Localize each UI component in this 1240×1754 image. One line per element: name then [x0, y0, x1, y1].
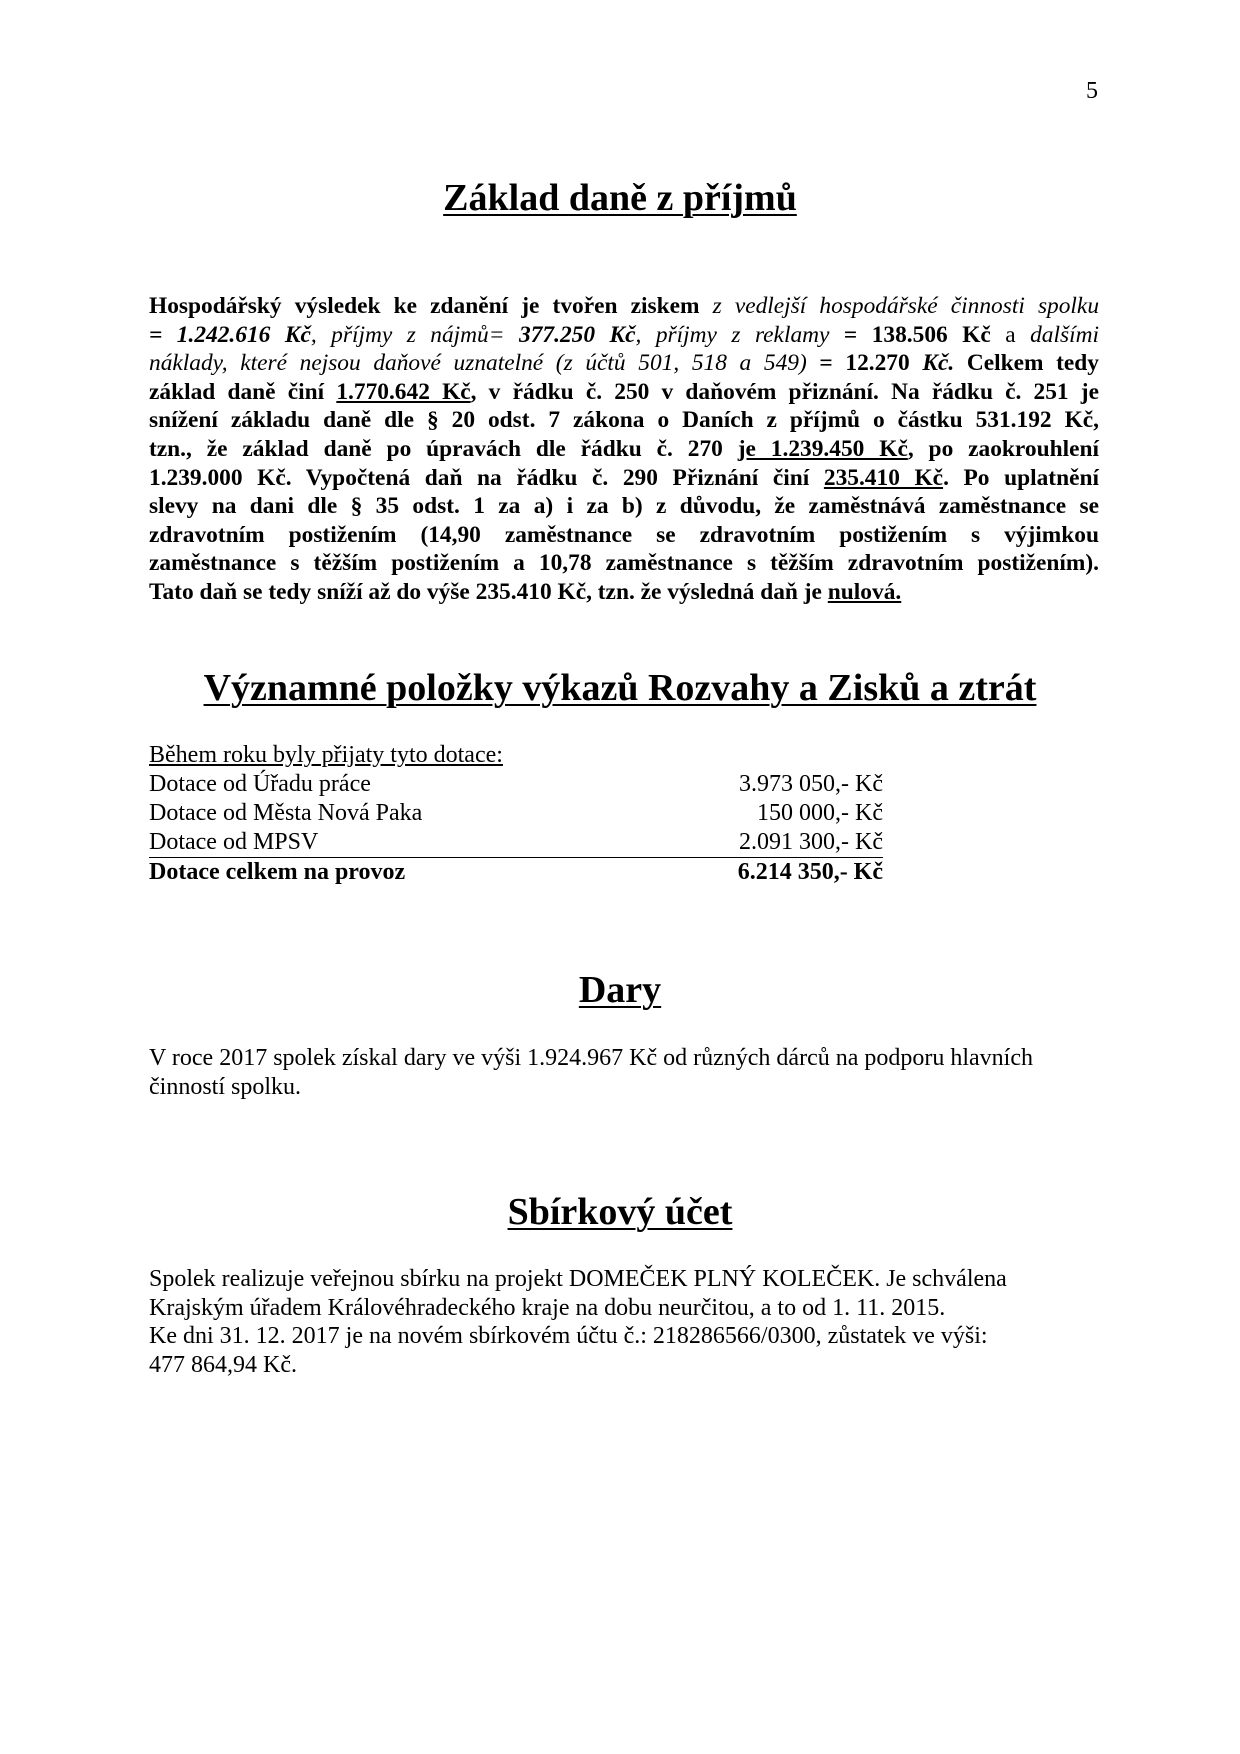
subsidy-label: Dotace od Úřadu práce: [149, 771, 371, 797]
collection-line: 477 864,94 Kč.: [149, 1351, 297, 1378]
collection-line: Ke dni 31. 12. 2017 je na novém sbírkovém účtu č.: 218286566/0300, zůstatek ve výši:: [149, 1323, 988, 1350]
tax-base-line: [149, 406, 1099, 435]
text-run: tzn., že základ daně po úpravách dle řádku č. 270: [149, 435, 738, 462]
text-run: nulová.: [827, 578, 902, 605]
text-run: je 1.239.450 Kč: [737, 435, 908, 462]
table-row: [149, 828, 883, 858]
donations-paragraph: [149, 1044, 1099, 1101]
text-run: a: [1005, 321, 1031, 348]
text-run: snížení základu daně dle § 20 odst. 7 zákona o Daních z příjmů o částku 531.192 Kč,: [149, 407, 1099, 434]
text-run: náklady, které nejsou daňové uznatelné (z účtů 501, 518 a 549): [149, 350, 820, 377]
text-run: , příjmy z reklamy: [635, 321, 844, 348]
text-run: 235.410 Kč: [823, 464, 944, 491]
table-row: [149, 799, 883, 828]
text-run: Celkem tedy: [966, 350, 1099, 377]
table-row-total: [149, 858, 883, 888]
text-run: z vedlejší hospodářské činnosti spolku: [712, 293, 1100, 319]
section-title-tax-base: Základ daně z příjmů: [443, 177, 797, 219]
tax-base-line: [149, 435, 1099, 464]
text-run: základ daně činí: [149, 378, 337, 405]
tax-base-paragraph: [149, 292, 1099, 607]
subsidy-amount: 3.973 050,- Kč: [739, 771, 883, 797]
text-run: slevy na dani dle § 35 odst. 1 za a) i za b) z důvodu, že zaměstnává zaměstnance se: [149, 493, 1099, 520]
section-title-collection-account: Sbírkový účet: [507, 1191, 733, 1233]
tax-base-line: [149, 349, 1099, 378]
donations-line: činností spolku.: [149, 1073, 302, 1100]
text-run: zaměstnance s těžším postižením a 10,78 zaměstnance s těžším zdravotním postižením).: [149, 550, 1099, 577]
collection-line: Krajským úřadem Královéhradeckého kraje na dobu neurčitou, a to od 1. 11. 2015.: [149, 1294, 946, 1321]
subsidy-amount: 2.091 300,- Kč: [628, 828, 883, 858]
tax-base-line: [149, 378, 1099, 407]
text-run: = 138.506 Kč: [843, 321, 1006, 348]
subsidy-label: Dotace od MPSV: [149, 828, 628, 858]
text-run: Tato daň se tedy sníží až do výše 235.410 Kč, tzn. že výsledná daň je: [149, 578, 828, 605]
subsidy-total-label: Dotace celkem na provoz: [149, 859, 406, 885]
section-title-significant-items: Významné položky výkazů Rozvahy a Zisků a ztrát: [203, 667, 1037, 709]
text-run: Hospodářský výsledek ke zdanění je tvořen ziskem: [149, 293, 713, 319]
subsidies-table: [149, 741, 883, 887]
collection-line: Spolek realizuje veřejnou sbírku na projekt DOMEČEK PLNÝ KOLEČEK. Je schválena: [149, 1266, 1007, 1292]
tax-base-line: [149, 464, 1099, 493]
subsidy-label: Dotace od Města Nová Paka: [149, 800, 423, 826]
section-title-donations: Dary: [578, 969, 662, 1011]
tax-base-line: [149, 549, 1099, 578]
text-run: = 12.270: [819, 350, 923, 377]
text-run: 1.239.000 Kč. Vypočtená daň na řádku č. 290 Přiznání činí: [149, 464, 824, 491]
text-run: , po zaokrouhlení: [907, 435, 1099, 462]
text-run: Kč.: [922, 350, 967, 377]
tax-base-line: [149, 521, 1099, 550]
text-run: 377.250 Kč: [519, 321, 636, 348]
text-run: zdravotním postižením (14,90 zaměstnance se zdravotním postižením s výjimkou: [149, 521, 1099, 548]
tax-base-line: [149, 321, 1099, 350]
text-run: , příjmy z nájmů=: [310, 321, 520, 348]
subsidy-total-amount: 6.214 350,- Kč: [737, 859, 883, 885]
tax-base-line: [149, 492, 1099, 521]
table-row: [149, 770, 883, 799]
tax-base-line: [149, 578, 1099, 607]
text-run: = 1.242.616 Kč: [149, 321, 311, 348]
tax-base-line: [149, 292, 1099, 321]
text-run: dalšími: [1030, 321, 1099, 348]
donations-line: V roce 2017 spolek získal dary ve výši 1.924.967 Kč od různých dárců na podporu hlavních: [149, 1045, 1034, 1071]
collection-paragraph: [149, 1265, 1099, 1379]
text-run: , v řádku č. 250 v daňovém přiznání. Na řádku č. 251 je: [470, 378, 1099, 405]
page-number: 5: [1086, 78, 1098, 104]
subsidy-amount: 150 000,- Kč: [757, 800, 883, 826]
text-run: 1.770.642 Kč: [336, 378, 471, 405]
text-run: . Po uplatnění: [943, 464, 1099, 491]
subsidies-caption: Během roku byly přijaty tyto dotace:: [149, 742, 503, 768]
